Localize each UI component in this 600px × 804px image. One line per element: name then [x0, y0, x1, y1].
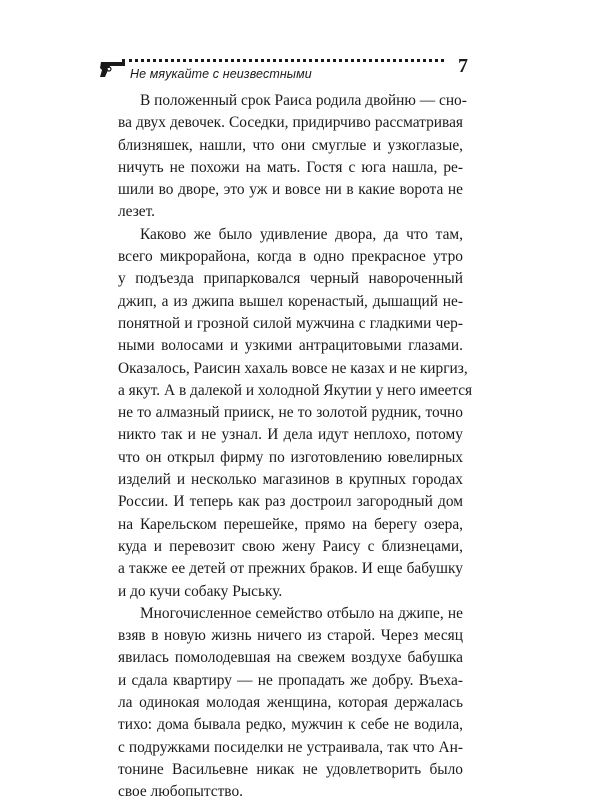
text-line: ничуть не похожи на мать. Гостя с юга нашла, ре- — [118, 158, 463, 176]
text-line: куда и перевозит свою жену Раису с близнецами, — [118, 537, 463, 555]
text-line: а также ее детей от прежних браков. И еще бабушку — [118, 560, 463, 578]
text-line: тихо: дома бывала редко, мужчин к себе не водила, — [118, 716, 463, 734]
text-line: Каково же было удивление двора, да что там, — [140, 225, 463, 243]
revolver-icon — [98, 59, 128, 79]
header-dotted-rule — [122, 59, 444, 62]
running-title: Не мяукайте с неизвестными — [130, 67, 312, 81]
text-line: и до кучи собаку Рыську. — [118, 582, 283, 600]
text-line: изделий и несколько магазинов в крупных городах — [118, 471, 463, 489]
text-line: ла одинокая молодая женщина, которая держалась — [118, 694, 463, 712]
running-header — [96, 50, 476, 86]
text-line: джип, а из джипа вышел коренастый, дышащий не- — [118, 292, 463, 310]
text-line: близняшек, нашли, что они смуглые и узкоглазые, — [118, 136, 463, 154]
text-line: не то алмазный прииск, не то золотой рудник, точно — [118, 404, 463, 422]
text-line: никто так и не узнал. И дела идут неплохо, потому — [118, 426, 463, 444]
text-line: России. И теперь как раз достроил загородный дом — [118, 493, 463, 511]
text-line: В положенный срок Раиса родила двойню — сно- — [140, 92, 467, 109]
text-line: понятной и грозной силой мужчина с гладкими чер- — [118, 314, 463, 332]
text-line: с подружками посиделки не устраивала, так что Ан- — [118, 738, 463, 756]
text-line: а якут. А в далекой и холодной Якутии у него имеется — [118, 381, 473, 399]
text-line: у подъезда припарковался черный навороченный — [118, 270, 463, 288]
text-line: шили во дворе, это уж и вовсе ни в какие ворота не — [118, 181, 463, 199]
text-line: тонине Васильевне никак не удовлетворить было — [118, 760, 463, 778]
text-line: взяв в новую жизнь ничего из старой. Через месяц — [118, 627, 463, 645]
text-line: на Карельском перешейке, прямо на берегу озера, — [118, 515, 463, 533]
text-line: Многочисленное семейство отбыло на джипе, не — [140, 604, 463, 622]
text-line: всего микрорайона, когда в одно прекрасное утро — [118, 248, 463, 266]
body-text — [118, 90, 473, 804]
text-line: и сдала квартиру — не пропадать же добру. Въеха- — [118, 671, 463, 689]
text-line: ва двух девочек. Соседки, придирчиво рассматривая — [118, 114, 463, 132]
text-line: свое любопытство. — [118, 783, 244, 801]
text-line: лезет. — [118, 203, 156, 221]
text-line: ными волосами и узкими антрацитовыми глазами. — [118, 337, 463, 355]
text-line: Оказалось, Раисин хахаль вовсе не казах и не киргиз, — [118, 359, 468, 377]
text-line: что он открыл фирму по изготовлению ювелирных — [118, 448, 463, 466]
text-line: явилась помолодевшая на свежем воздухе бабушка — [118, 649, 463, 667]
page-number: 7 — [458, 55, 468, 77]
